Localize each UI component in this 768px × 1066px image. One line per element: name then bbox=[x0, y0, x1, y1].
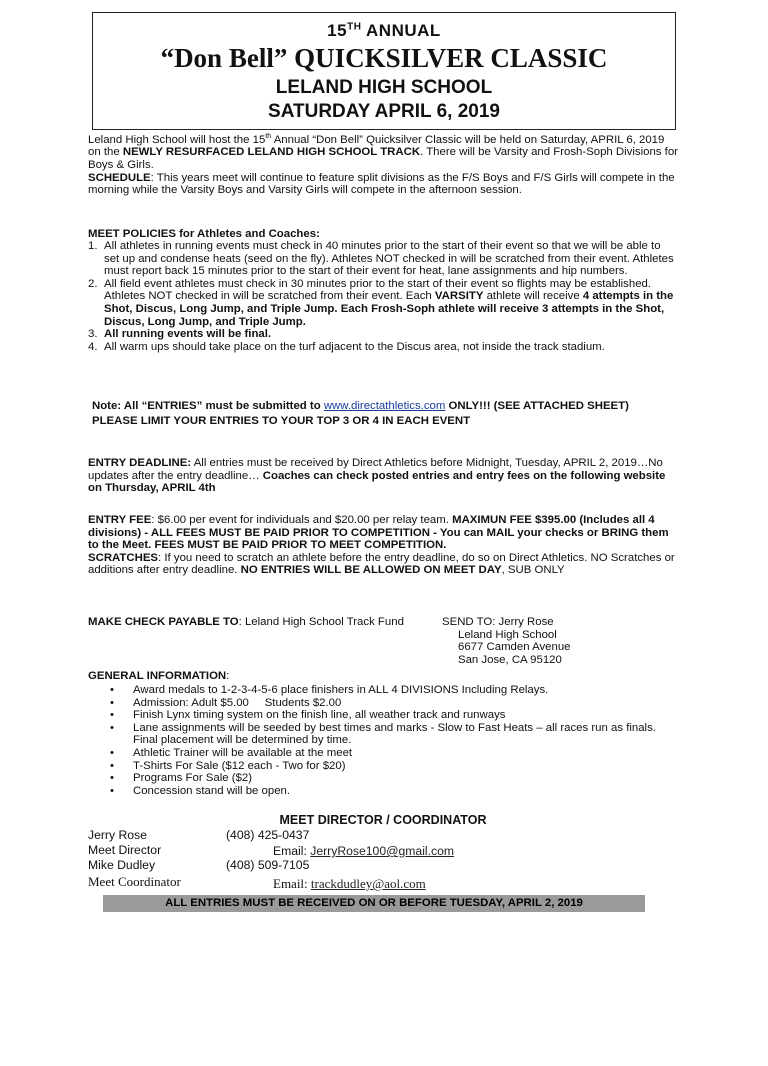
intro-text-2: Annual “Don Bell” Quicksilver Classic will be held on Saturday, APRIL 6, 2019 on the bbox=[88, 133, 665, 159]
policy-bold: 4 attempts in the Shot, Discus, Long Jump, and Triple Jump. Each Frosh-Soph athlete will receive 3 attempts in the Shot, Discus, Long Jump, and Triple Jump. bbox=[104, 290, 674, 328]
bullet-icon: • bbox=[110, 721, 114, 734]
policy-item bbox=[88, 278, 678, 328]
policy-text: All athletes in running events must check in 40 minutes prior to the start of their event so that we will be able to set up and condense heats (seed on the fly). Athletes NOT checked in will be scratched from their event. Athletes must report back 15 minutes prior to the start of their event for heat, lane assignments and hip numbers. bbox=[104, 240, 674, 278]
fee-label: ENTRY FEE bbox=[88, 514, 152, 526]
note-limit: PLEASE LIMIT YOUR ENTRIES TO YOUR TOP 3 OR 4 IN EACH EVENT bbox=[92, 414, 471, 427]
scratches-text-2: , SUB ONLY bbox=[501, 564, 565, 577]
general-colon: : bbox=[226, 670, 230, 682]
list-item-text: Athletic Trainer will be available at the meet bbox=[133, 746, 353, 759]
general-heading-text: GENERAL INFORMATION bbox=[88, 670, 227, 682]
title-box bbox=[92, 12, 676, 130]
intro-text-1: Leland High School will host the 15 bbox=[88, 133, 266, 146]
contact-role-1: Meet Director bbox=[88, 843, 162, 857]
list-item bbox=[108, 772, 668, 785]
general-list bbox=[108, 684, 668, 797]
intro-track: NEWLY RESURFACED LELAND HIGH SCHOOL TRACK bbox=[122, 146, 421, 159]
list-item bbox=[108, 760, 668, 773]
email-link-dudley[interactable]: trackdudley@aol.com bbox=[310, 876, 426, 891]
policies-heading bbox=[88, 228, 678, 241]
contact-role-2: Meet Coordinator bbox=[88, 874, 181, 889]
address-line-1: Leland High School bbox=[458, 628, 557, 641]
contact-phone-1: (408) 425-0437 bbox=[226, 828, 310, 842]
list-item-text: Concession stand will be open. bbox=[133, 784, 291, 797]
address-line-3: San Jose, CA 95120 bbox=[458, 653, 562, 666]
bullet-icon: • bbox=[110, 772, 114, 785]
list-item-text: T-Shirts For Sale ($12 each - Two for $20) bbox=[133, 759, 346, 772]
policy-text: All warm ups should take place on the turf adjacent to the Discus area, not inside the track stadium. bbox=[104, 340, 605, 353]
edition-number: 15 bbox=[327, 21, 348, 40]
policies-list bbox=[88, 240, 678, 353]
policy-item bbox=[88, 341, 678, 354]
contact-email-row-2 bbox=[273, 876, 426, 892]
list-item-text: Programs For Sale ($2) bbox=[133, 772, 253, 785]
bullet-icon: • bbox=[110, 784, 114, 797]
list-item-text: Lane assignments will be seeded by best times and marks - Slow to Fast Heats – all races run as finals. Final placement will be determined by time. bbox=[133, 721, 656, 747]
schedule-text: : This years meet will continue to feature split divisions as the F/S Boys and F/S Girls will compete in the morning while the Varsity Boys and Varsity Girls will compete in the afternoon session. bbox=[88, 171, 675, 197]
list-item bbox=[108, 709, 668, 722]
schedule-label: SCHEDULE bbox=[88, 171, 151, 184]
bullet-icon: • bbox=[110, 696, 114, 709]
policy-bold: VARSITY bbox=[434, 290, 484, 303]
list-item-text: Admission: Adult $5.00 Students $2.00 bbox=[133, 696, 342, 709]
fee-block bbox=[88, 514, 678, 577]
deadline-label: ENTRY DEADLINE: bbox=[88, 457, 192, 469]
policy-num: 3. bbox=[88, 328, 98, 341]
event-date: SATURDAY APRIL 6, 2019 bbox=[268, 101, 500, 122]
deadline-block bbox=[88, 457, 678, 495]
scratches-text: : If you need to scratch an athlete before the entry deadline, do so on Direct Athletics. NO Scratches or additions after entry deadline. bbox=[88, 551, 675, 577]
mailing-address bbox=[442, 616, 682, 666]
contact-email-row-1 bbox=[273, 844, 454, 858]
note-block bbox=[88, 400, 678, 427]
general-heading bbox=[88, 670, 678, 683]
edition-sup: TH bbox=[347, 21, 362, 33]
contact-name-2: Mike Dudley bbox=[88, 858, 156, 872]
policy-num: 2. bbox=[88, 277, 98, 290]
scratches-label: SCRATCHES bbox=[88, 551, 159, 564]
list-item bbox=[108, 722, 668, 747]
list-item bbox=[108, 785, 668, 798]
intro-sup: th bbox=[265, 133, 272, 140]
policy-item bbox=[88, 328, 678, 341]
list-item-text: Finish Lynx timing system on the finish line, all weather track and runways bbox=[133, 709, 506, 722]
directathletics-link[interactable]: www.directathletics.com bbox=[323, 400, 446, 412]
scratches-bold: NO ENTRIES WILL BE ALLOWED ON MEET DAY bbox=[240, 564, 502, 577]
edition-suffix: ANNUAL bbox=[366, 21, 441, 40]
policy-text: All field event athletes must check in 30 minutes prior to the start of their event so flights may be established. Athletes NOT checked in will be scratched from their event. Each bbox=[104, 277, 652, 303]
check-label: MAKE CHECK PAYABLE TO bbox=[88, 616, 239, 628]
address-line-2: 6677 Camden Avenue bbox=[458, 641, 571, 654]
bullet-icon: • bbox=[110, 746, 114, 759]
email-label: Email: bbox=[273, 844, 311, 858]
fee-bold: MAXIMUN FEE $395.00 (Includes all 4 divisions) - ALL FEES MUST BE PAID PRIOR TO COMPETITION - You can MAIL your checks or BRING them to the Meet. FEES MUST BE PAID PRIOR TO MEET COMPETITION. bbox=[88, 514, 669, 552]
policies-heading-text: MEET POLICIES for Athletes and Coaches: bbox=[88, 228, 320, 240]
fee-text: : $6.00 per event for individuals and $20.00 per relay team. bbox=[151, 514, 453, 526]
bullet-icon: • bbox=[110, 709, 114, 722]
policy-num: 1. bbox=[88, 240, 98, 252]
send-to: SEND TO: Jerry Rose bbox=[442, 616, 554, 628]
email-label: Email: bbox=[273, 876, 311, 891]
event-name: “Don Bell” QUICKSILVER CLASSIC bbox=[160, 43, 608, 73]
list-item bbox=[108, 684, 668, 697]
note-text: Note: All “ENTRIES” must be submitted to bbox=[92, 400, 324, 412]
list-item bbox=[108, 697, 668, 710]
bullet-icon: • bbox=[110, 759, 114, 772]
deadline-bold: Coaches can check posted entries and entry fees on the following website on Thursday, APRIL 4th bbox=[88, 469, 666, 495]
school-name: LELAND HIGH SCHOOL bbox=[275, 77, 493, 98]
list-item-text: Award medals to 1-2-3-4-5-6 place finishers in ALL 4 DIVISIONS Including Relays. bbox=[133, 684, 549, 696]
contact-phone-2: (408) 509-7105 bbox=[226, 858, 310, 872]
intro-text-3: . There will be Varsity and Frosh-Soph Divisions for Boys & Girls. bbox=[88, 146, 678, 171]
policy-item bbox=[88, 240, 678, 278]
policy-bold: All running events will be final. bbox=[104, 328, 272, 341]
contact-name-1: Jerry Rose bbox=[88, 828, 147, 842]
email-link-jerry[interactable]: JerryRose100@gmail.com bbox=[310, 844, 455, 858]
bullet-icon: • bbox=[110, 684, 114, 696]
footer-banner: ALL ENTRIES MUST BE RECEIVED ON OR BEFORE TUESDAY, APRIL 2, 2019 bbox=[103, 895, 645, 912]
policy-num: 4. bbox=[88, 340, 98, 353]
edition-line bbox=[93, 21, 675, 41]
check-payee: : Leland High School Track Fund bbox=[238, 616, 404, 628]
list-item bbox=[108, 747, 668, 760]
note-text-2: ONLY!!! (SEE ATTACHED SHEET) bbox=[445, 400, 629, 412]
deadline-text: All entries must be received by Direct Athletics before Midnight, Tuesday, APRIL 2, 2019…No updates after the entry deadline… bbox=[88, 457, 663, 482]
intro-paragraph bbox=[88, 131, 678, 197]
contacts-heading: MEET DIRECTOR / COORDINATOR bbox=[279, 813, 487, 827]
policy-text: athlete will receive bbox=[483, 290, 583, 303]
